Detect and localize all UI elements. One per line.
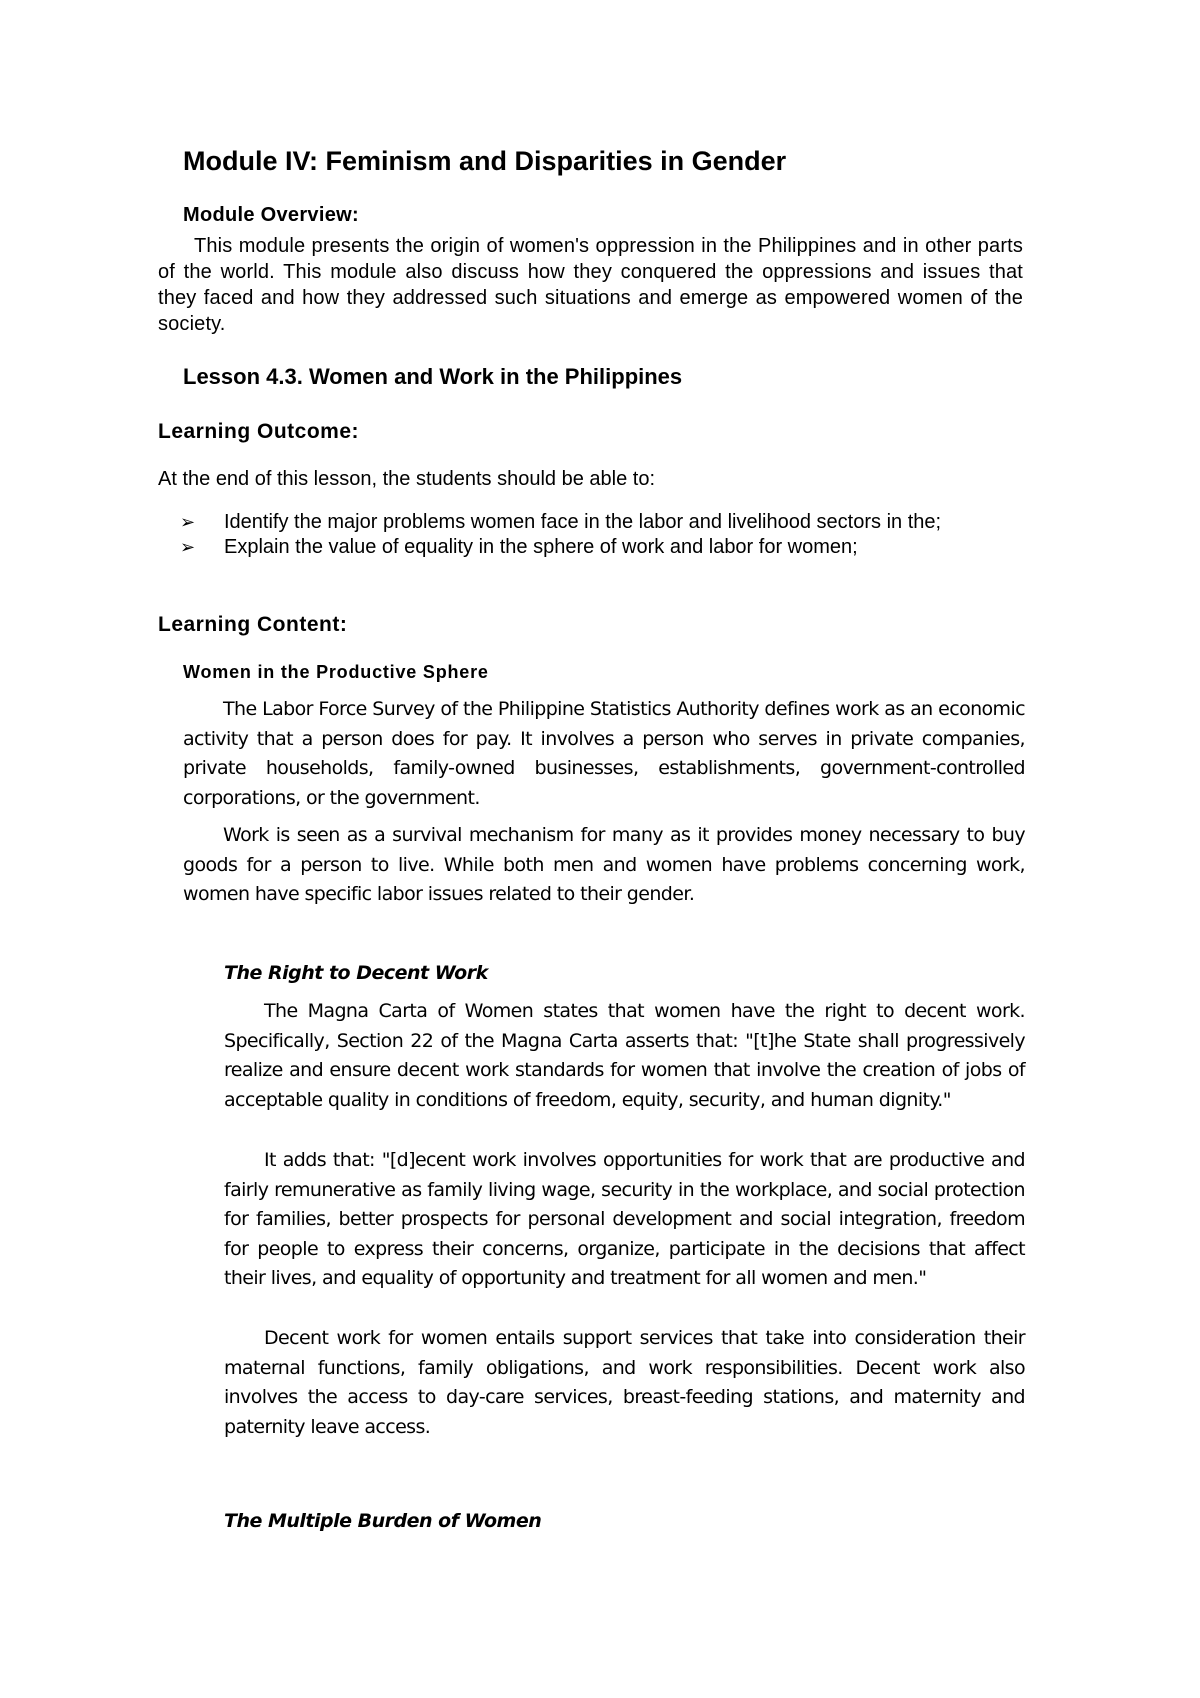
objective-text: Explain the value of equality in the sphere of work and labor for women; bbox=[224, 536, 858, 558]
learning-outcome-intro: At the end of this lesson, the students should be able to: bbox=[158, 468, 656, 490]
arrow-bullet-icon: ➢ bbox=[180, 512, 196, 532]
productive-sphere-heading: Women in the Productive Sphere bbox=[183, 662, 489, 682]
lesson-title: Lesson 4.3. Women and Work in the Philippines bbox=[183, 364, 683, 389]
paragraph: The Labor Force Survey of the Philippine Statistics Authority defines work as an economic activity that a person does for pay. It involves a person who serves in private companies, private households, family-owned businesses, establishments, government-controlled corporations, or the government. bbox=[183, 698, 1025, 809]
paragraph: The Magna Carta of Women states that women have the right to decent work. Specifically, Section 22 of the Magna Carta asserts that: "[t]he State shall progressively realize and ensure decent work standards for women that involve the creation of jobs of acceptable quality in conditions of freedom, equity, security, and human dignity." bbox=[224, 1000, 1025, 1111]
paragraph: Work is seen as a survival mechanism for many as it provides money necessary to buy goods for a person to live. While both men and women have problems concerning work, women have specific labor issues related to their gender. bbox=[183, 824, 1025, 905]
learning-outcome-heading: Learning Outcome: bbox=[158, 420, 360, 443]
module-overview-heading: Module Overview: bbox=[183, 204, 359, 226]
paragraph: Decent work for women entails support services that take into consideration their maternal functions, family obligations, and work responsibilities. Decent work also involves the access to day-care services, breast-feeding stations, and maternity and paternity leave access. bbox=[224, 1327, 1025, 1438]
decent-work-heading: The Right to Decent Work bbox=[224, 962, 488, 984]
paragraph: It adds that: "[d]ecent work involves opportunities for work that are productive and fairly remunerative as family living wage, security in the workplace, and social protection for families, better prospects for personal development and social integration, freedom for people to express their concerns, organize, participate in the decisions that affect their lives, and equality of opportunity and treatment for all women and men." bbox=[224, 1149, 1025, 1289]
learning-content-heading: Learning Content: bbox=[158, 613, 348, 636]
module-title: Module IV: Feminism and Disparities in Gender bbox=[183, 146, 787, 176]
multiple-burden-heading: The Multiple Burden of Women bbox=[224, 1510, 542, 1532]
objective-text: Identify the major problems women face in the labor and livelihood sectors in the; bbox=[224, 511, 942, 533]
list-item bbox=[180, 510, 1030, 535]
learning-objectives-list bbox=[180, 510, 1030, 560]
list-item bbox=[180, 535, 1030, 560]
arrow-bullet-icon: ➢ bbox=[180, 537, 196, 557]
module-overview-text: This module presents the origin of women's oppression in the Philippines and in other parts of the world. This module also discuss how they conquered the oppressions and issues that they faced and how they addressed such situations and emerge as empowered women of the society. bbox=[158, 235, 1023, 335]
